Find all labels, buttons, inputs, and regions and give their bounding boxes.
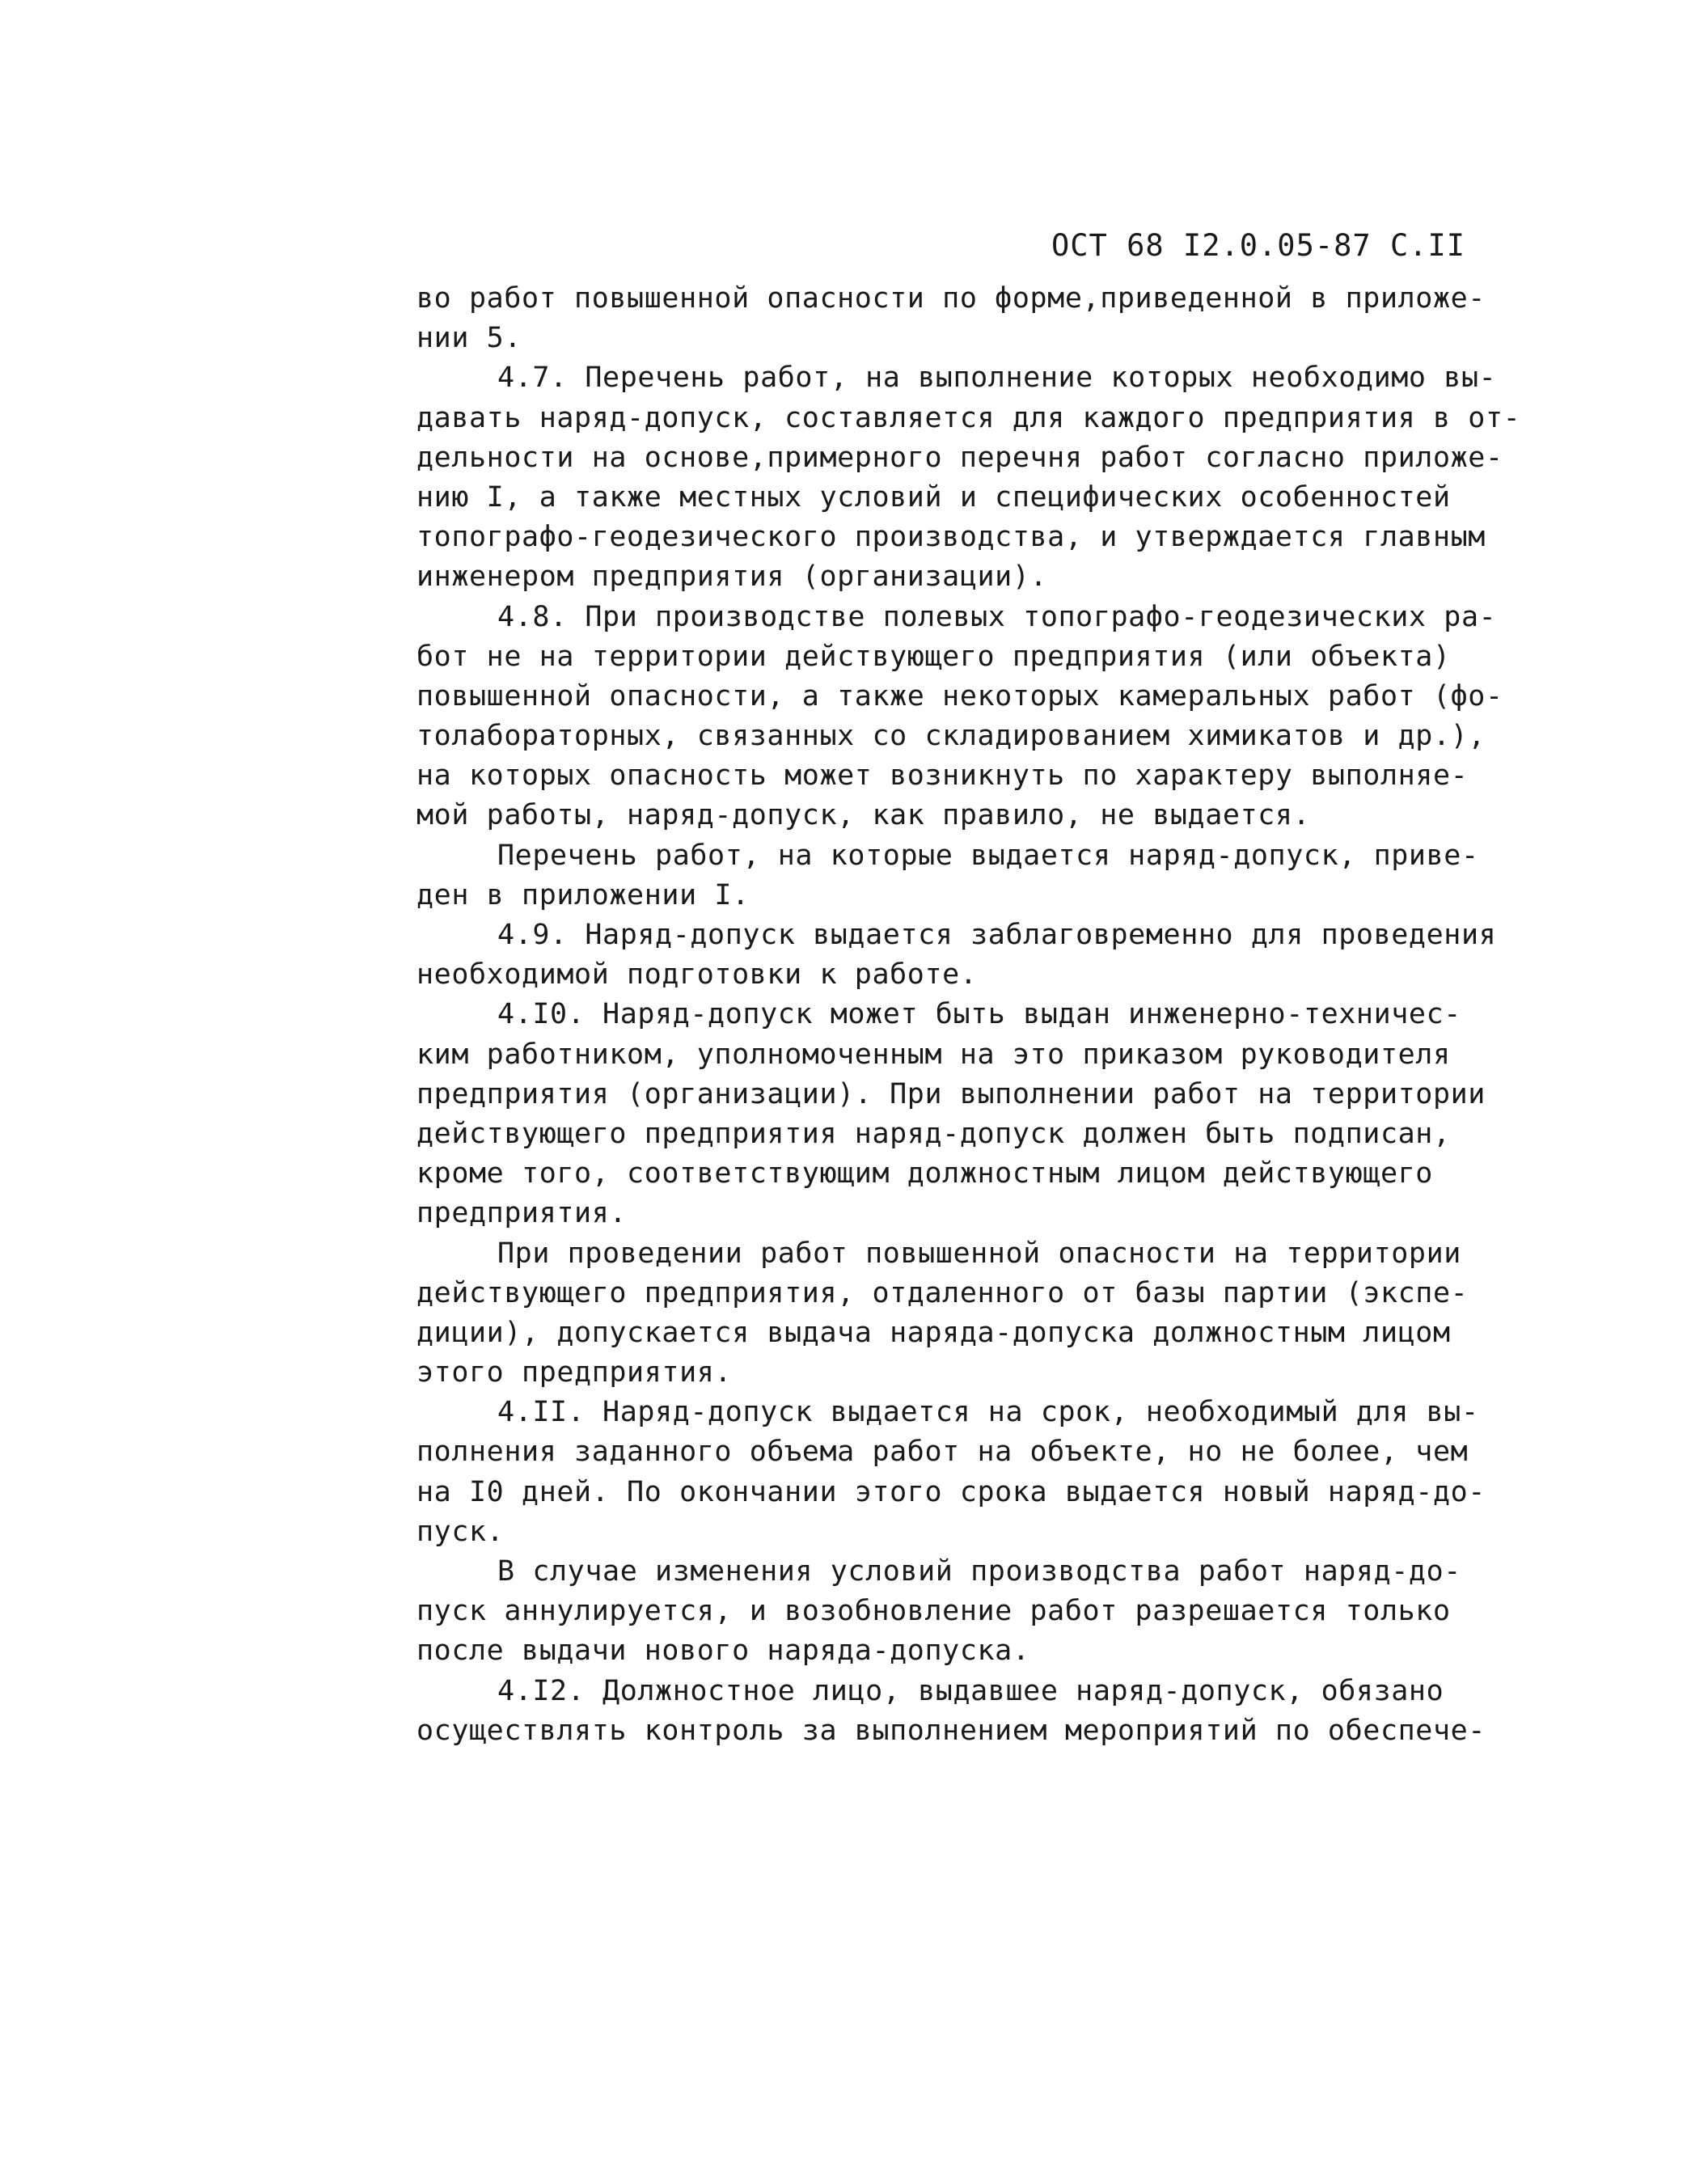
text-line: 4.9. Наряд-допуск выдается заблаговременно для проведения xyxy=(497,919,1497,951)
text-line: 4.8. При производстве полевых топографо-геодезических ра- xyxy=(497,600,1497,633)
text-line: бот не на территории действующего предприятия (или объекта) xyxy=(416,640,1451,673)
text-line: давать наряд-допуск, составляется для каждого предприятия в от- xyxy=(416,401,1521,434)
text-line: инженером предприятия (организации). xyxy=(416,560,1048,594)
text-line: кроме того, соответствующим должностным лицом действующего xyxy=(416,1157,1433,1190)
text-line: во работ повышенной опасности по форме,приведенной в приложе- xyxy=(416,282,1486,315)
text-line: нии 5. xyxy=(416,322,522,355)
standard-header: ОСТ 68 I2.0.05-87 С.II xyxy=(1051,228,1466,263)
text-line: повышенной опасности, а также некоторых камеральных работ (фо- xyxy=(416,679,1503,713)
text-line: топографо-геодезического производства, и утверждается главным xyxy=(416,521,1486,554)
text-line: толабораторных, связанных со складированием химикатов и др.), xyxy=(416,720,1486,753)
text-line: 4.7. Перечень работ, на выполнение которых необходимо вы- xyxy=(497,362,1497,395)
text-line: этого предприятия. xyxy=(416,1356,733,1389)
text-line: дельности на основе,примерного перечня работ согласно приложе- xyxy=(416,441,1503,474)
text-line: на которых опасность может возникнуть по характеру выполняе- xyxy=(416,759,1469,793)
text-line: на I0 дней. По окончании этого срока выдается новый наряд-до- xyxy=(416,1475,1486,1508)
text-line: пуск аннулируется, и возобновление работ разрешается только xyxy=(416,1595,1451,1628)
text-line: диции), допускается выдача наряда-допуска должностным лицом xyxy=(416,1316,1451,1349)
text-line: В случае изменения условий производства работ наряд-до- xyxy=(497,1555,1461,1588)
text-line: ден в приложении I. xyxy=(416,878,750,911)
text-line: пуск. xyxy=(416,1515,505,1548)
text-line: 4.II. Наряд-допуск выдается на срок, необходимый для вы- xyxy=(497,1396,1479,1429)
body-text xyxy=(416,279,1521,1751)
text-line: необходимой подготовки к работе. xyxy=(416,958,978,992)
text-line: 4.I0. Наряд-допуск может быть выдан инженерно-техничес- xyxy=(497,998,1461,1031)
text-line: действующего предприятия, отдаленного от базы партии (экспе- xyxy=(416,1276,1469,1309)
text-line: предприятия. xyxy=(416,1197,628,1230)
text-line: При проведении работ повышенной опасности на территории xyxy=(497,1237,1461,1270)
text-line: осуществлять контроль за выполнением мероприятий по обеспече- xyxy=(416,1714,1486,1747)
text-line: полнения заданного объема работ на объекте, но не более, чем xyxy=(416,1436,1469,1469)
text-line: 4.I2. Должностное лицо, выдавшее наряд-допуск, обязано xyxy=(497,1674,1444,1707)
text-line: мой работы, наряд-допуск, как правило, не выдается. xyxy=(416,799,1311,832)
text-line: предприятия (организации). При выполнении работ на территории xyxy=(416,1077,1486,1110)
text-line: после выдачи нового наряда-допуска. xyxy=(416,1635,1030,1668)
text-line: ким работником, уполномоченным на это приказом руководителя xyxy=(416,1038,1451,1071)
text-line: нию I, а также местных условий и специфических особенностей xyxy=(416,480,1451,514)
text-line: Перечень работ, на которые выдается наряд-допуск, приве- xyxy=(497,839,1479,872)
text-line: действующего предприятия наряд-допуск должен быть подписан, xyxy=(416,1117,1451,1150)
